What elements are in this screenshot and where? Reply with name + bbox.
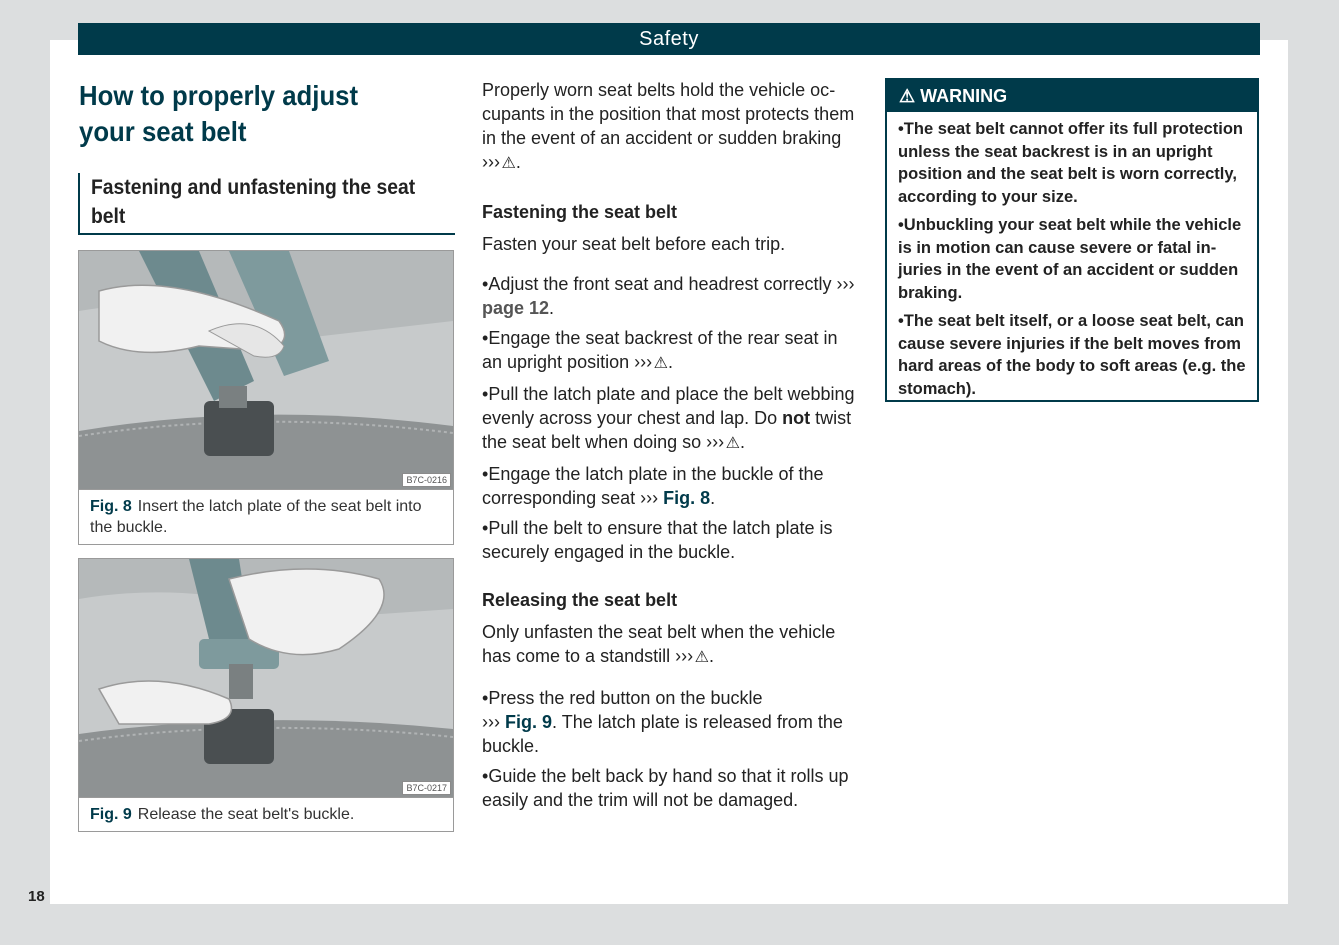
warning-icon: ⚠ [501, 155, 516, 172]
figure-caption-text: Insert the latch plate of the seat belt into the buckle. [90, 498, 422, 536]
buckle-release-illustration [79, 559, 453, 797]
page-reference-link[interactable]: page 12 [482, 298, 550, 318]
warning-title: WARNING [920, 86, 1008, 106]
releasing-intro-text: Only unfasten the seat belt when the vehicle has come to a standstill [482, 622, 836, 666]
section-heading-box [78, 173, 455, 235]
cross-ref-arrow: ››› [836, 274, 855, 294]
figure-code: B7C-0216 [402, 473, 451, 487]
warning-box [885, 78, 1259, 402]
figure-label: Fig. 8 [90, 498, 132, 515]
list-item: • Engage the latch plate in the buckle of the corresponding seat ››› Fig. 8. [482, 462, 862, 510]
figure-caption [79, 798, 453, 831]
list-item [482, 516, 862, 564]
list-item-text: Pull the latch plate and place the belt webbing evenly across your chest and lap. Do [482, 384, 855, 428]
list-item [482, 764, 862, 812]
warning-icon: ⚠ [694, 649, 709, 666]
figure-reference-link[interactable]: Fig. 8 [663, 488, 711, 508]
figure-8-illustration [79, 251, 453, 490]
list-item-text: Engage the latch plate in the buckle of the corresponding seat [482, 464, 824, 508]
cross-ref-arrow: ››› [482, 152, 500, 172]
list-item [482, 686, 862, 758]
warning-header [887, 80, 1257, 112]
warning-body [887, 112, 1257, 400]
figure-9 [78, 558, 454, 832]
releasing-intro: Only unfasten the seat belt when the vehicle has come to a standstill ››› ⚠. [482, 622, 836, 666]
list-item-text: Guide the belt back by hand so that it rolls up easily and the trim will not be damaged. [482, 766, 849, 810]
page-title: How to properly adjust your seat belt [79, 80, 359, 147]
figure-code: B7C-0217 [402, 781, 451, 795]
warning-item: • The seat belt itself, or a loose seat belt, can cause severe injuries if the belt moves from hard areas of the body to soft areas (e.g. the stomach). [898, 310, 1247, 400]
warning-item: • The seat belt cannot offer its full protection unless the seat backrest is in an upright position and the seat belt is worn correctly, according to your size. [898, 118, 1247, 208]
cross-ref-arrow: ››› [640, 488, 659, 508]
intro-paragraph: Properly worn seat belts hold the vehicle occupants in the position that most protects them in the event of an accident or sudden braking ››› ⚠. [482, 80, 855, 172]
list-item-text: Press the red button on the buckle [488, 688, 763, 708]
figure-reference-link[interactable]: Fig. 9 [505, 712, 553, 732]
fastening-intro: Fasten your seat belt before each trip. [482, 234, 786, 254]
body-text-column [482, 78, 862, 812]
releasing-heading: Releasing the seat belt [482, 590, 678, 610]
list-item-text: Engage the seat backrest of the rear seat in an upright position [482, 328, 838, 372]
fastening-heading: Fastening the seat belt [482, 202, 678, 222]
list-item-text: Pull the belt to ensure that the latch plate is securely engaged in the buckle. [482, 518, 833, 562]
figure-caption [79, 490, 453, 544]
cross-ref-arrow: ››› [706, 432, 725, 452]
page-number: 18 [28, 888, 45, 905]
figure-8 [78, 250, 454, 545]
emphasis-text: not [782, 408, 811, 428]
warning-item: • Unbuckling your seat belt while the vehicle is in motion can cause severe or fatal injuries in the event of an accident or sudden braking. [898, 214, 1247, 304]
warning-icon: ⚠ [899, 86, 916, 106]
warning-icon: ⚠ [653, 355, 668, 372]
figure-label: Fig. 9 [90, 806, 132, 823]
list-item: • Engage the seat backrest of the rear seat in an upright position ››› ⚠. [482, 326, 862, 376]
list-item-text: twist the seat belt when doing so [482, 408, 852, 452]
list-item: • Pull the latch plate and place the belt webbing evenly across your chest and lap. Do not twist the seat belt when doing so ››› ⚠. [482, 382, 862, 456]
list-item-text: . The latch plate is released from the buckle. [482, 712, 843, 756]
section-title: Fastening and unfastening the seat belt [91, 176, 416, 228]
list-item-text: Adjust the front seat and headrest correctly [488, 274, 832, 294]
cross-ref-arrow: ››› [634, 352, 653, 372]
figure-9-illustration [79, 559, 453, 798]
section-header: Safety [78, 23, 1260, 55]
buckle-insert-illustration [79, 251, 453, 489]
intro-text: Properly worn seat belts hold the vehicle occupants in the position that most protects them in the event of an accident or sudden braking [482, 80, 855, 148]
figure-caption-text: Release the seat belt's buckle. [137, 806, 355, 823]
cross-ref-arrow: ››› [482, 712, 500, 732]
warning-icon: ⚠ [725, 435, 741, 452]
list-item: • Adjust the front seat and headrest correctly ››› page 12. [482, 272, 862, 320]
cross-ref-arrow: ››› [675, 646, 694, 666]
